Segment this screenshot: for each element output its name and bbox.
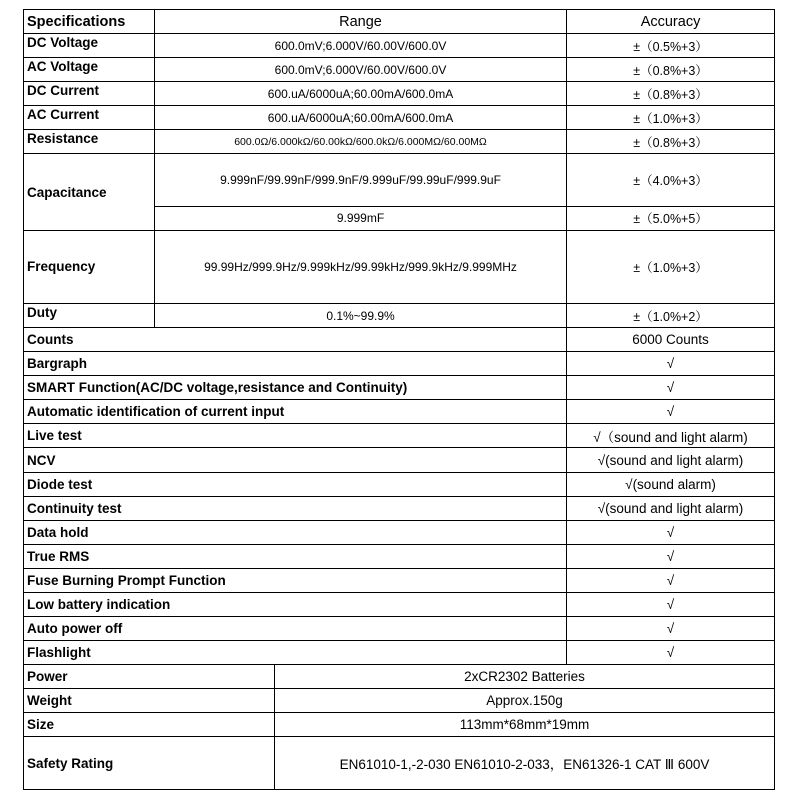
row-resistance	[24, 130, 775, 154]
frequency-label: Frequency	[24, 230, 155, 303]
size-label: Size	[24, 713, 275, 737]
ac-current-range: 600.uA/6000uA;60.00mA/600.0mA	[155, 106, 567, 130]
row-safety-rating	[24, 737, 775, 790]
row-size	[24, 713, 775, 737]
row-low-battery	[24, 592, 775, 616]
ncv-value: √(sound and light alarm)	[567, 448, 775, 472]
flashlight-label: Flashlight	[24, 641, 567, 665]
auto-power-off-check: √	[567, 617, 775, 641]
counts-value: 6000 Counts	[567, 328, 775, 352]
row-diode-test	[24, 472, 775, 496]
continuity-test-value: √(sound and light alarm)	[567, 496, 775, 520]
row-weight	[24, 689, 775, 713]
capacitance-accuracy-1: ±（4.0%+3）	[567, 154, 775, 206]
capacitance-label: Capacitance	[24, 154, 155, 230]
size-value: 113mm*68mm*19mm	[275, 713, 775, 737]
true-rms-check: √	[567, 544, 775, 568]
fuse-burning-label: Fuse Burning Prompt Function	[24, 568, 567, 592]
row-ac-current	[24, 106, 775, 130]
ac-voltage-range: 600.0mV;6.000V/60.00V/600.0V	[155, 58, 567, 82]
smart-function-check: √	[567, 376, 775, 400]
row-bargraph	[24, 352, 775, 376]
diode-test-value: √(sound alarm)	[567, 472, 775, 496]
capacitance-accuracy-2: ±（5.0%+5）	[567, 206, 775, 230]
capacitance-range-1: 9.999nF/99.99nF/999.9nF/9.999uF/99.99uF/999.9uF	[155, 154, 567, 206]
duty-accuracy: ±（1.0%+2）	[567, 304, 775, 328]
ac-voltage-accuracy: ±（0.8%+3）	[567, 58, 775, 82]
row-smart-function	[24, 376, 775, 400]
counts-label: Counts	[24, 328, 567, 352]
resistance-label: Resistance	[24, 130, 155, 154]
ac-current-accuracy: ±（1.0%+3）	[567, 106, 775, 130]
resistance-accuracy: ±（0.8%+3）	[567, 130, 775, 154]
row-duty	[24, 304, 775, 328]
row-auto-identification	[24, 400, 775, 424]
flashlight-check: √	[567, 641, 775, 665]
frequency-range: 99.99Hz/999.9Hz/9.999kHz/99.99kHz/999.9kHz/9.999MHz	[155, 230, 567, 303]
row-dc-current	[24, 82, 775, 106]
row-counts	[24, 328, 775, 352]
duty-range: 0.1%~99.9%	[155, 304, 567, 328]
row-true-rms	[24, 544, 775, 568]
row-dc-voltage	[24, 34, 775, 58]
row-ac-voltage	[24, 58, 775, 82]
live-test-value: √（sound and light alarm)	[567, 424, 775, 448]
row-live-test	[24, 424, 775, 448]
live-test-label: Live test	[24, 424, 567, 448]
weight-label: Weight	[24, 689, 275, 713]
dc-voltage-label: DC Voltage	[24, 34, 155, 58]
bargraph-check: √	[567, 352, 775, 376]
low-battery-check: √	[567, 592, 775, 616]
dc-voltage-accuracy: ±（0.5%+3）	[567, 34, 775, 58]
row-data-hold	[24, 520, 775, 544]
diode-test-label: Diode test	[24, 472, 567, 496]
dc-current-label: DC Current	[24, 82, 155, 106]
ncv-label: NCV	[24, 448, 567, 472]
header-range: Range	[155, 10, 567, 34]
power-value: 2xCR2302 Batteries	[275, 665, 775, 689]
auto-identification-check: √	[567, 400, 775, 424]
safety-rating-value: EN61010-1,-2-030 EN61010-2-033，EN61326-1 CAT Ⅲ 600V	[275, 737, 775, 790]
header-row	[24, 10, 775, 34]
header-specifications: Specifications	[24, 10, 155, 34]
power-label: Power	[24, 665, 275, 689]
data-hold-check: √	[567, 520, 775, 544]
low-battery-label: Low battery indication	[24, 592, 567, 616]
capacitance-range-2: 9.999mF	[155, 206, 567, 230]
specifications-table	[23, 9, 775, 790]
true-rms-label: True RMS	[24, 544, 567, 568]
frequency-accuracy: ±（1.0%+3）	[567, 230, 775, 303]
row-flashlight	[24, 641, 775, 665]
data-hold-label: Data hold	[24, 520, 567, 544]
auto-power-off-label: Auto power off	[24, 617, 567, 641]
row-frequency	[24, 230, 775, 303]
bargraph-label: Bargraph	[24, 352, 567, 376]
fuse-burning-check: √	[567, 568, 775, 592]
duty-label: Duty	[24, 304, 155, 328]
ac-current-label: AC Current	[24, 106, 155, 130]
row-capacitance-1	[24, 154, 775, 206]
row-fuse-burning	[24, 568, 775, 592]
row-power	[24, 665, 775, 689]
row-auto-power-off	[24, 617, 775, 641]
ac-voltage-label: AC Voltage	[24, 58, 155, 82]
row-continuity-test	[24, 496, 775, 520]
smart-function-label: SMART Function(AC/DC voltage,resistance and Continuity)	[24, 376, 567, 400]
dc-voltage-range: 600.0mV;6.000V/60.00V/600.0V	[155, 34, 567, 58]
row-ncv	[24, 448, 775, 472]
dc-current-accuracy: ±（0.8%+3）	[567, 82, 775, 106]
header-accuracy: Accuracy	[567, 10, 775, 34]
continuity-test-label: Continuity test	[24, 496, 567, 520]
dc-current-range: 600.uA/6000uA;60.00mA/600.0mA	[155, 82, 567, 106]
safety-rating-label: Safety Rating	[24, 737, 275, 790]
auto-identification-label: Automatic identification of current input	[24, 400, 567, 424]
resistance-range: 600.0Ω/6.000kΩ/60.00kΩ/600.0kΩ/6.000MΩ/60.00MΩ	[155, 130, 567, 154]
weight-value: Approx.150g	[275, 689, 775, 713]
